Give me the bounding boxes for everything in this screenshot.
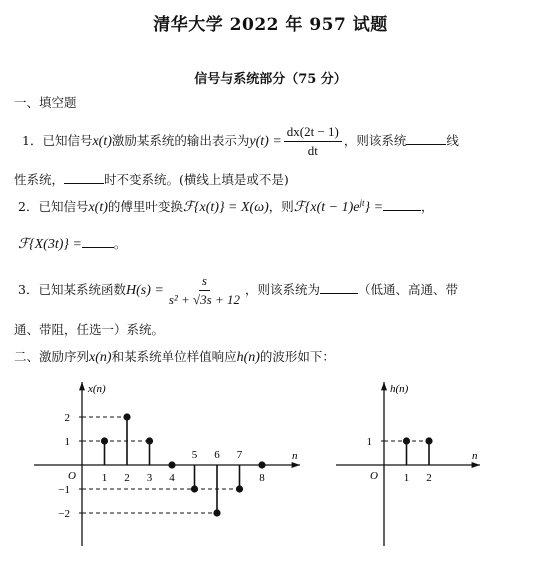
section2-xn: x(n) [89, 350, 112, 365]
q3-after: ，则该系统为 [245, 282, 321, 297]
q3-tail: （低通、高通、带 [358, 282, 459, 297]
origin-label: O [370, 470, 378, 482]
q1-after: ，则该系统 [343, 133, 407, 148]
section2-text1: 二、激励序列 [14, 349, 90, 364]
y-tick-label: 1 [366, 436, 372, 448]
q2-after: ，则 [268, 199, 294, 214]
x-tick-label: 8 [259, 472, 265, 484]
y-tick-label: −1 [58, 484, 70, 496]
y-tick-label: 1 [64, 436, 70, 448]
x-tick-label: 4 [169, 472, 175, 484]
q2-exponent: jt [359, 197, 365, 208]
q1-line2: 性系统， [14, 172, 65, 187]
q2-signal: x(t) [88, 200, 108, 215]
section-fill-blank: 一、填空题 [14, 95, 77, 110]
y-axis-arrow-icon [381, 382, 387, 390]
x-axis-arrow-icon [472, 462, 480, 468]
y-axis-label: x(n) [88, 383, 106, 395]
q1-denominator: dt [307, 143, 318, 158]
q3-denominator: s² + √3s + 12 [168, 292, 241, 307]
y-axis-label: h(n) [390, 383, 409, 395]
q2-line2-end: 。 [113, 236, 127, 251]
question-3-line-2: 通、带阻，任选一）系统。 [14, 322, 165, 337]
y-tick-label: −2 [58, 508, 70, 520]
q3-prefix: 3．已知某系统函数 [18, 282, 126, 297]
q1-line2-tail: 时不变系统。(横线上填是或不是) [104, 172, 289, 187]
section2-hn: h(n) [236, 350, 260, 365]
x-axis-label: n [472, 450, 478, 462]
q1-tail: 线 [446, 133, 459, 148]
q2-comma: ， [421, 199, 434, 214]
x-tick-label: 6 [214, 449, 220, 461]
q2-prefix: 2．已知信号 [18, 199, 89, 214]
q2-expr2-end: } = [364, 200, 384, 215]
x-tick-label: 5 [191, 449, 198, 461]
q2-expr1: ℱ{x(t)} = X(ω) [182, 200, 269, 215]
x-tick-label: 7 [236, 449, 243, 461]
x-tick-label: 1 [403, 472, 410, 484]
y-tick-label: 2 [64, 412, 70, 424]
q1-output: y(t) = [249, 134, 282, 149]
stem-point [425, 437, 432, 444]
x-axis-label: n [292, 450, 298, 462]
q1-mid: 激励某系统的输出表示为 [111, 133, 250, 148]
q3-numerator: s [199, 273, 210, 291]
q2-mid: 的傅里叶变换 [107, 199, 183, 214]
q2-expr2: ℱ{x(t − 1)e [293, 200, 360, 215]
section-heading: 信号与系统部分（75 分） [194, 72, 347, 87]
x-tick-label: 3 [146, 472, 153, 484]
section2-text3: 的波形如下： [259, 349, 335, 364]
x-tick-label: 2 [426, 472, 432, 484]
q2-line2-expr: ℱ{X(3t)} = [18, 237, 82, 252]
q3-func: H(s) = [125, 283, 164, 298]
origin-label: O [68, 470, 76, 482]
q1-numerator: dx(2t − 1) [284, 124, 342, 142]
exam-title: 清华大学 2022 年 957 试题 [153, 15, 388, 35]
q1-signal: x(t) [92, 134, 112, 149]
x-tick-label: 1 [101, 472, 108, 484]
q1-prefix: 1．已知信号 [22, 133, 93, 148]
section2-text2: 和某系统单位样值响应 [111, 349, 237, 364]
x-tick-label: 2 [124, 472, 130, 484]
